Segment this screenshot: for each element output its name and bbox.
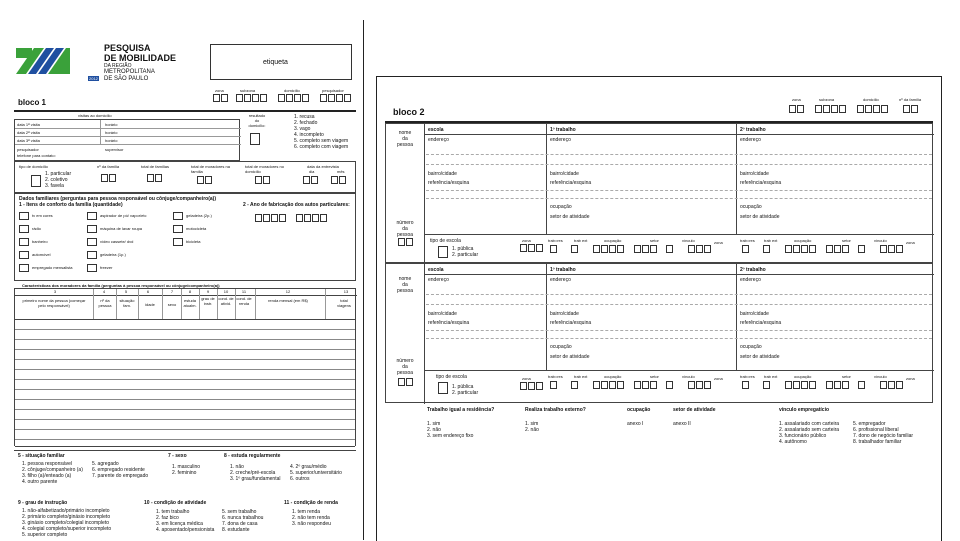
p2-escola-bairro-label: bairro/cidade	[428, 311, 457, 317]
p2-escola-zona-label: zona	[522, 376, 531, 381]
p2-trab1-ocup-label: ocupação	[604, 374, 622, 379]
p2-trab1-referencia-label: referência/esquina	[550, 320, 592, 326]
checkbox[interactable]	[19, 251, 29, 259]
trab2-zona-label: zona	[906, 240, 915, 245]
checkbox[interactable]	[87, 212, 97, 220]
dados-familiares-title: Dados familiares (perguntas para pessoa responsável ou cônjuge/companheiro(a))	[19, 196, 216, 202]
logo-subtitle-2: METROPOLITANA	[104, 69, 155, 75]
trab1-setor-short: setor	[650, 238, 659, 243]
trab1-trabext-label: trab ext	[574, 238, 588, 243]
checkbox[interactable]	[173, 212, 183, 220]
mobility-survey-logo	[16, 48, 70, 74]
legend-condicao-atividade-title: 10 - condição de atividade	[144, 500, 207, 506]
legend-ocupacao-anexo: anexo I	[627, 421, 644, 427]
visit-1-date: data 1ª visita	[17, 122, 40, 127]
tipo-domicilio-label: tipo de domicílio	[19, 164, 48, 169]
trab1-bairro-label: bairro/cidade	[550, 171, 579, 177]
p2-trab1-code-boxes[interactable]	[550, 381, 712, 399]
trab1-zona-label: zona	[714, 240, 723, 245]
p2-tipo-escola-label: tipo de escola	[436, 374, 467, 380]
col-situacao-familiar: situação fam.	[119, 298, 135, 308]
ano-fabricacao-title: 2 - Ano de fabricação dos autos particulares:	[243, 202, 350, 208]
bloco-1-title: bloco 1	[18, 98, 47, 107]
col-total-viagens: total viagens	[337, 298, 351, 308]
escola-referencia-label: referência/esquina	[428, 180, 470, 186]
divider	[14, 110, 356, 112]
field-domicilio-label: domicílio	[284, 88, 300, 93]
pesquisador-label: pesquisador	[17, 147, 39, 152]
ano-fabricacao-boxes[interactable]	[255, 214, 328, 232]
domicilio-info-row	[14, 161, 356, 193]
p2-trab2-setor-short: setor	[842, 374, 851, 379]
trab1-code-boxes[interactable]	[550, 245, 712, 263]
logo-subtitle-1: DA REGIÃO	[104, 63, 132, 69]
s2-zona-label: zona	[792, 97, 801, 102]
form-page-bloco-1	[8, 20, 364, 540]
total-familias-digits[interactable]	[147, 174, 163, 192]
col-estuda: estuda atualm.	[183, 298, 197, 308]
legend-situacao-familiar-b: 5. agregado 6. empregado residente 7. parente do empregado	[92, 461, 149, 479]
bloco-2-title: bloco 2	[393, 107, 425, 117]
telefone-label: telefone para contato:	[17, 153, 56, 158]
checkbox[interactable]	[19, 238, 29, 246]
p2-trab2-code-boxes[interactable]	[742, 381, 904, 399]
checkbox[interactable]	[87, 251, 97, 259]
trab1-ocupacao-label: ocupação	[550, 204, 572, 210]
trab1-setor-label: setor de atividade	[550, 214, 590, 220]
checkbox[interactable]	[173, 238, 183, 246]
p2-trab2-bairro-label: bairro/cidade	[740, 311, 769, 317]
trab1-ocup-label: ocupação	[604, 238, 622, 243]
trab2-bairro-label: bairro/cidade	[740, 171, 769, 177]
p2-trab1-setor-short: setor	[650, 374, 659, 379]
p2-col-trabalho-1: 1º trabalho	[550, 267, 576, 273]
checkbox[interactable]	[19, 225, 29, 233]
legend-condicao-renda-title: 11 - condição de renda	[284, 500, 338, 506]
visit-2-time: horário	[105, 130, 118, 135]
tipo-domicilio-box[interactable]	[31, 175, 41, 187]
legend-condicao-atividade-a: 1. tem trabalho 2. faz bico 3. em licença médica 4. aposentado/pensionista	[156, 509, 215, 533]
col-sexo: sexo	[167, 302, 177, 307]
tipo-escola-label: tipo de escola	[430, 238, 461, 244]
visit-2-date: data 2ª visita	[17, 130, 40, 135]
col-idade: idade	[145, 302, 155, 307]
legend-grau-instrucao-title: 9 - grau de instrução	[18, 500, 68, 506]
checkbox[interactable]	[19, 264, 29, 272]
p2-col-trabalho-2: 2º trabalho	[740, 267, 766, 273]
logo-title-line-2: DE MOBILIDADE	[104, 53, 176, 63]
p2-trab1-endereco-label: endereço	[550, 277, 571, 283]
legend-trabalho-residencia: 1. sim 2. não 3. sem endereço fixo	[427, 421, 474, 439]
escola-bairro-label: bairro/cidade	[428, 171, 457, 177]
mes-digits[interactable]	[331, 176, 347, 194]
caracteristicas-title: Características dos moradores da família (perguntas à pessoa responsável ou cônjuge/companheiro(a))	[22, 283, 220, 288]
total-familias-label: total de famílias	[141, 164, 170, 169]
escola-endereco-label: endereço	[428, 137, 449, 143]
p2-trab2-referencia-label: referência/esquina	[740, 320, 782, 326]
legend-sexo: 1. masculino 2. feminino	[172, 464, 201, 476]
field-pesquisador-label: pesquisador	[322, 88, 344, 93]
itens-col-1: tv em cores rádio banheiro automóvel empregado mensalista	[19, 212, 72, 277]
legend-trabalho-externo: 1. sim 2. não	[525, 421, 539, 433]
field-subzona-label: subzona	[240, 88, 256, 93]
trab2-trabext-label: trab ext	[764, 238, 778, 243]
trab2-ocupacao-label: ocupação	[740, 204, 762, 210]
itens-conforto-title: 1 - Itens de conforto da família (quantidade)	[19, 202, 123, 208]
legend-vinculo-b: 5. empregador 6. profissional liberal 7. dono de negócio familiar 8. trabalhador familiar	[853, 421, 914, 445]
p2-trab2-setor-label: setor de atividade	[740, 354, 780, 360]
person-2-nome-label: nome da pessoa	[396, 276, 414, 294]
trab1-vinculo-label: vínculo	[682, 238, 695, 243]
total-moradores-familia-digits[interactable]	[197, 176, 213, 194]
legend-vinculo-title: vínculo empregatício	[779, 407, 830, 413]
p2-escola-referencia-label: referência/esquina	[428, 320, 470, 326]
checkbox[interactable]	[87, 225, 97, 233]
tipo-escola-box[interactable]	[438, 246, 448, 258]
legend-condicao-atividade-b: 5. sem trabalho 6. nunca trabalhou 7. dona de casa 8. estudante	[222, 509, 264, 533]
legend-estuda-title: 8 - estuda regularmente	[224, 453, 281, 459]
p2-escola-endereco-label: endereço	[428, 277, 449, 283]
total-moradores-domicilio-digits[interactable]	[255, 176, 271, 194]
visitas-table	[14, 119, 240, 161]
person-1-number-digits[interactable]	[398, 238, 414, 256]
col-condicao-renda: cond. de renda	[236, 296, 252, 306]
nfamilia-label: nº da família	[97, 164, 120, 169]
form-page-bloco-2	[376, 76, 942, 541]
col-escola: escola	[428, 127, 444, 133]
s2-nfamilia-label: nº da família	[899, 97, 922, 102]
p2-escola-zona-digits[interactable]	[520, 382, 544, 400]
col-grau-instrucao: grau de instr.	[201, 296, 215, 306]
p2-trab2-endereco-label: endereço	[740, 277, 761, 283]
trab2-trabres-label: trab=res	[740, 238, 755, 243]
legend-grau-instrucao: 1. não-alfabetizado/primário incompleto 2. primário completo/ginásio incompleto 3. ginásio completo/colegial incompleto 4. colegial completo/superior incompleto 5. superior completo	[22, 508, 112, 538]
checkbox[interactable]	[87, 238, 97, 246]
p2-trab2-trabres-label: trab=res	[740, 374, 755, 379]
escola-zona-digits[interactable]	[520, 244, 544, 262]
checkbox[interactable]	[173, 225, 183, 233]
p2-trab1-trabres-label: trab=res	[548, 374, 563, 379]
legend-trabalho-residencia-title: Trabalho igual a residência?	[427, 407, 495, 413]
p2-trab1-setor-label: setor de atividade	[550, 354, 590, 360]
dia-digits[interactable]	[303, 176, 319, 194]
col-condicao-atividade: cond. de ativid.	[218, 296, 234, 306]
field-zona-label: zona	[215, 88, 224, 93]
p2-trab1-trabext-label: trab ext	[574, 374, 588, 379]
dados-familiares-panel	[14, 193, 356, 281]
col-renda-mensal: renda mensal (em R$)	[268, 298, 308, 303]
person-2-section	[385, 263, 933, 403]
itens-col-2: aspirador de pó/ vapor/etc máquina de lavar roupa vídeo cassete/ dvd geladeira (1p.) freezer	[87, 212, 146, 277]
person-1-section	[385, 123, 933, 263]
p2-trab1-zona-label: zona	[714, 376, 723, 381]
logo-subtitle-3: DE SÃO PAULO	[104, 76, 149, 82]
etiqueta-label: etiqueta	[263, 59, 288, 66]
logo-year: 2012	[89, 76, 98, 81]
resultado-checkbox[interactable]	[250, 133, 260, 145]
logo-title-line-1: PESQUISA	[104, 43, 151, 53]
etiqueta-box	[210, 44, 352, 80]
p2-trab1-vinculo-label: vínculo	[682, 374, 695, 379]
checkbox[interactable]	[87, 264, 97, 272]
col-trabalho-2: 2º trabalho	[740, 127, 766, 133]
total-moradores-domicilio-label: total de moradores no domicílio	[245, 164, 284, 174]
legend-trabalho-externo-title: Realiza trabalho externo?	[525, 407, 586, 413]
resultado-label: resultado do domicílio:	[248, 113, 266, 128]
p2-trab2-ocup-label: ocupação	[794, 374, 812, 379]
trab1-endereco-label: endereço	[550, 137, 571, 143]
legend-setor-title: setor de atividade	[673, 407, 716, 413]
legend-setor-anexo: anexo II	[673, 421, 691, 427]
legend-estuda-b: 4. 2º grau/médio 5. superior/universitário 6. outros	[290, 464, 342, 482]
visit-3-date: data 3ª visita	[17, 138, 40, 143]
p2-tipo-escola-options: 1. pública 2. particular	[452, 384, 479, 396]
escola-zona-label: zona	[522, 238, 531, 243]
p2-trab1-ocupacao-label: ocupação	[550, 344, 572, 350]
checkbox[interactable]	[19, 212, 29, 220]
trab2-setor-short: setor	[842, 238, 851, 243]
visit-3-time: horário	[105, 138, 118, 143]
p2-col-escola: escola	[428, 267, 444, 273]
legend-estuda-a: 1. não 2. creche/pré-escola 3. 1º grau/fundamental	[230, 464, 281, 482]
legend-sexo-title: 7 - sexo	[168, 453, 187, 459]
p2-trab2-zona-label: zona	[906, 376, 915, 381]
p2-trab2-trabext-label: trab ext	[764, 374, 778, 379]
p2-trab2-ocupacao-label: ocupação	[740, 344, 762, 350]
person-1-numero-label: número da pessoa	[396, 220, 414, 238]
legend-situacao-familiar-title: 5 - situação familiar	[18, 453, 65, 459]
legend-condicao-renda: 1. tem renda 2. não tem renda 3. não respondeu	[292, 509, 331, 527]
moradores-table-rows[interactable]	[15, 319, 355, 447]
total-moradores-familia-label: total de moradores na família	[191, 164, 230, 174]
s2-domicilio-label: domicílio	[863, 97, 879, 102]
col-trabalho-1: 1º trabalho	[550, 127, 576, 133]
legend-vinculo-a: 1. assalariado com carteira 2. assalariado sem carteira 3. funcionário público 4. autônomo	[779, 421, 840, 445]
tipo-escola-options: 1. pública 2. particular	[452, 246, 479, 258]
s2-subzona-label: subzona	[819, 97, 835, 102]
dia-label: dia	[309, 169, 315, 174]
legend-ocupacao-title: ocupação	[627, 407, 651, 413]
person-2-numero-label: número da pessoa	[396, 358, 414, 376]
mes-label: mês	[337, 169, 345, 174]
person-1-nome-label: nome da pessoa	[396, 130, 414, 148]
itens-col-3: geladeira (2p.) motocicleta bicicleta	[173, 212, 212, 251]
tipo-domicilio-options: 1. particular 2. coletivo 3. favela	[45, 171, 72, 189]
col-primeiro-nome: primeiro nome da pessoa (começar pelo responsável)	[22, 298, 86, 308]
trab2-code-boxes[interactable]	[742, 245, 904, 263]
trab2-ocup-label: ocupação	[794, 238, 812, 243]
trab2-referencia-label: referência/esquina	[740, 180, 782, 186]
moradores-table: 3 4 5 6 7 8 9 10 11 12 13 primeiro nome da pessoa (começar pelo responsável) nº da pessoa situação fam. idade sexo estuda atualm. grau de instr. cond. de ativid. cond. de renda renda mensal (em R$) total viagens	[14, 288, 356, 446]
visitas-title: visitas ao domicílio	[78, 113, 112, 118]
data-entrevista-label: data da entrevista	[307, 164, 339, 169]
trab1-referencia-label: referência/esquina	[550, 180, 592, 186]
legend-situacao-familiar-a: 1. pessoa responsável 2. cônjuge/companheiro (a) 3. filho (a)/enteado (a) 4. outro parente	[22, 461, 83, 485]
nfamilia-digits[interactable]	[101, 174, 117, 192]
p2-tipo-escola-box[interactable]	[438, 382, 448, 394]
visit-1-time: horário	[105, 122, 118, 127]
resultado-options: 1. recusa 2. fechado 3. vago 4. incompleto 5. completo sem viagem 6. completo com viagem	[294, 114, 349, 150]
trab2-endereco-label: endereço	[740, 137, 761, 143]
person-2-number-digits[interactable]	[398, 378, 414, 396]
supervisor-label: supervisor	[105, 147, 124, 152]
p2-trab2-vinculo-label: vínculo	[874, 374, 887, 379]
p2-trab1-bairro-label: bairro/cidade	[550, 311, 579, 317]
trab2-vinculo-label: vínculo	[874, 238, 887, 243]
trab2-setor-label: setor de atividade	[740, 214, 780, 220]
col-numero-pessoa: nº da pessoa	[98, 298, 112, 308]
trab1-trabres-label: trab=res	[548, 238, 563, 243]
